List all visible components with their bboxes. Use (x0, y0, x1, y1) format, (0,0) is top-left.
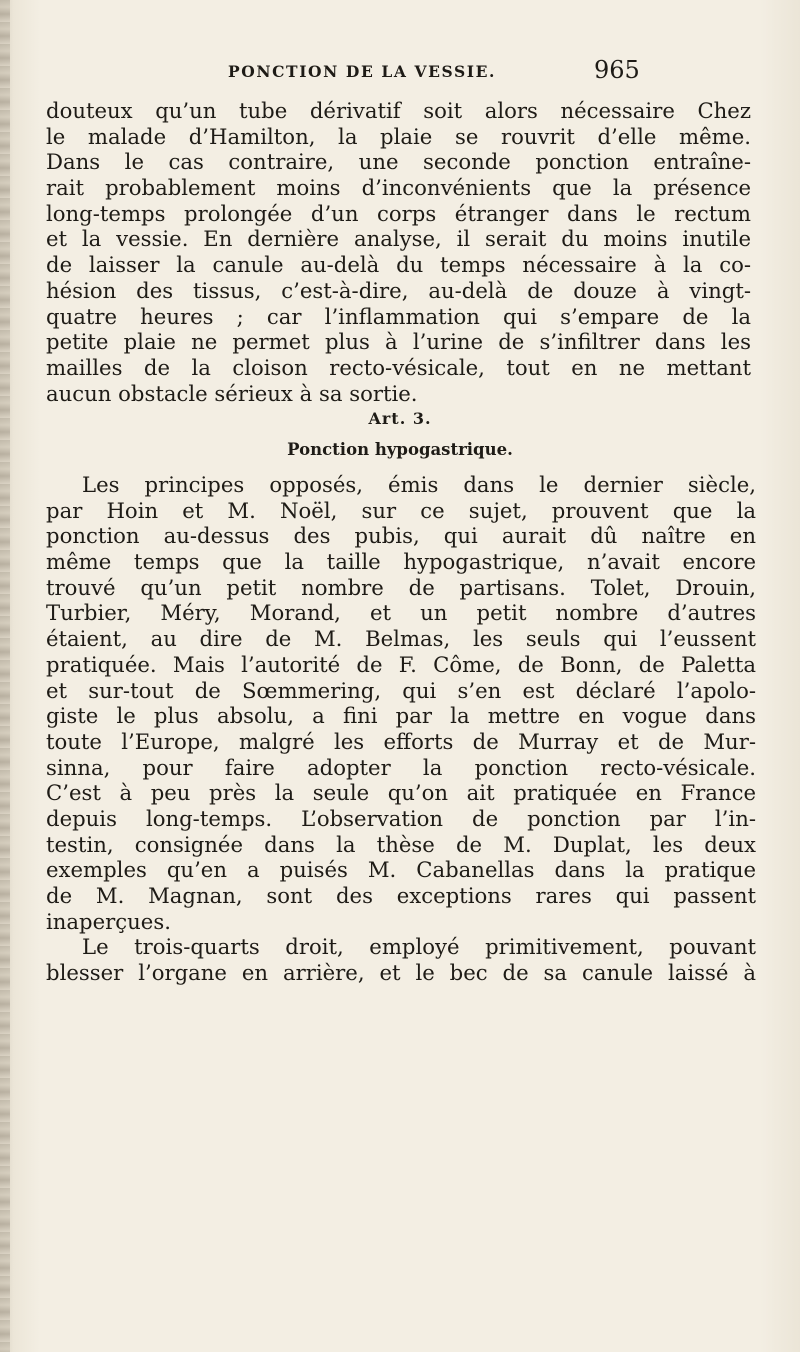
text-line: trouvé qu’un petit nombre de partisans. Tolet, Drouin, (46, 574, 756, 600)
page-header (200, 56, 660, 92)
text-line: étaient, au dire de M. Belmas, les seuls qui l’eussent (46, 626, 756, 652)
text-line: même temps que la taille hypogastrique, n’avait encore (46, 549, 756, 575)
text-line: par Hoin et M. Noël, sur ce sujet, prouvent que la (46, 497, 756, 523)
text-line: Turbier, Méry, Morand, et un petit nombre d’autres (46, 600, 756, 626)
section-title: Ponction hypogastrique. (287, 440, 513, 459)
text-line: Dans le cas contraire, une seconde ponction entraîne- (46, 149, 751, 175)
text-line: le malade d’Hamilton, la plaie se rouvrit d’elle même. (46, 123, 751, 149)
text-line: Le trois-quarts droit, employé primitivement, pouvant (82, 934, 756, 960)
text-line: et sur-tout de Sœmmering, qui s’en est déclaré l’apolo- (46, 677, 756, 703)
binding-gutter (0, 0, 10, 1352)
text-line: exemples qu’en a puisés M. Cabanellas dans la pratique (46, 857, 756, 883)
text-line: long-temps prolongée d’un corps étranger dans le rectum (46, 200, 751, 226)
text-line: de M. Magnan, sont des exceptions rares qui passent (46, 883, 756, 908)
text-line: douteux qu’un tube dérivatif soit alors nécessaire Chez (46, 98, 751, 123)
text-line: pratiquée. Mais l’autorité de F. Côme, de Bonn, de Paletta (46, 651, 756, 677)
article-label: Art. 3. (368, 409, 432, 428)
continuation-paragraph (46, 98, 751, 406)
text-line: rait probablement moins d’inconvénients que la présence (46, 175, 751, 201)
text-line: Les principes opposés, émis dans le dernier siècle, (82, 472, 756, 497)
text-line: quatre heures ; car l’inflammation qui s’empare de la (46, 303, 751, 329)
text-line: testin, consignée dans la thèse de M. Duplat, les deux (46, 831, 756, 857)
text-line: inaperçues. (46, 908, 171, 934)
text-line: ponction au-dessus des pubis, qui aurait dû naître en (46, 523, 756, 549)
text-line: et la vessie. En dernière analyse, il serait du moins inutile (46, 226, 751, 252)
text-line: giste le plus absolu, a fini par la mettre en vogue dans (46, 703, 756, 729)
text-line: depuis long-temps. L’observation de ponction par l’in- (46, 805, 756, 831)
text-line: sinna, pour faire adopter la ponction recto-vésicale. (46, 754, 756, 780)
text-line: de laisser la canule au-delà du temps nécessaire à la co- (46, 252, 751, 278)
body-paragraphs (46, 472, 756, 986)
text-line: toute l’Europe, malgré les efforts de Murray et de Mur- (46, 728, 756, 754)
running-title: PONCTION DE LA VESSIE. (228, 62, 497, 81)
text-line: aucun obstacle sérieux à sa sortie. (46, 380, 418, 406)
text-line: C’est à peu près la seule qu’on ait pratiquée en France (46, 780, 756, 806)
text-line: blesser l’organe en arrière, et le bec de sa canule laissé à (46, 960, 756, 986)
text-line: hésion des tissus, c’est-à-dire, au-delà de douze à vingt- (46, 277, 751, 303)
text-line: petite plaie ne permet plus à l’urine de s’infiltrer dans les (46, 329, 751, 355)
text-line: mailles de la cloison recto-vésicale, tout en ne mettant (46, 354, 751, 380)
page-number: 965 (594, 56, 640, 84)
